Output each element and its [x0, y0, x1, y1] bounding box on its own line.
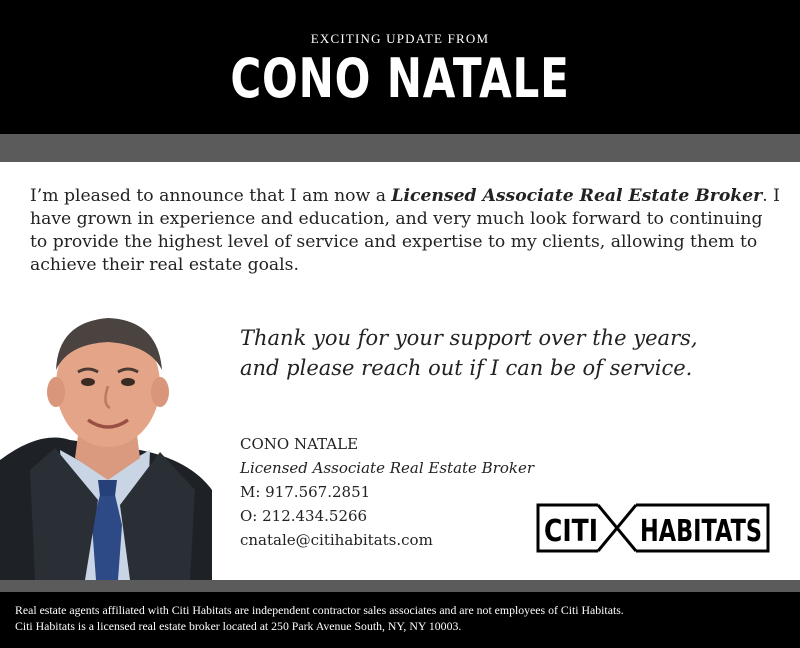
header-name: CONO NATALE	[230, 47, 570, 110]
footer-line-2: Citi Habitats is a licensed real estate broker located at 250 Park Avenue South, NY, NY 10003.	[15, 619, 462, 633]
contact-email[interactable]: cnatale@citihabitats.com	[240, 531, 433, 549]
announcement-title: Licensed Associate Real Estate Broker	[391, 186, 763, 206]
contact-office[interactable]: O: 212.434.5266	[240, 507, 368, 525]
logo-left-word: CITI	[544, 514, 598, 549]
contact-mobile[interactable]: M: 917.567.2851	[240, 483, 371, 501]
logo-right-word: HABITATS	[640, 514, 762, 549]
thank-you-line-1: Thank you for your support over the years,	[240, 326, 698, 350]
announcement-body: I have grown in experience and education, and very much look forward to continuing to provide the highest level of service and expertise to my clients, allowing them to achieve their real estate goals.	[30, 186, 780, 275]
bottom-divider-band	[0, 580, 800, 592]
contact-role: Licensed Associate Real Estate Broker	[240, 459, 535, 477]
footer-line-1: Real estate agents affiliated with Citi Habitats are independent contractor sales associates and are not employees of Citi Habitats.	[15, 603, 624, 617]
header-banner	[0, 0, 800, 134]
contact-block	[240, 432, 560, 552]
header-kicker: EXCITING UPDATE FROM	[310, 31, 490, 46]
announcement-lead: I’m pleased to announce that I am now a	[30, 186, 392, 206]
contact-name: CONO NATALE	[240, 435, 359, 453]
top-divider-band	[0, 134, 800, 162]
announcement-after-title: .	[762, 186, 768, 206]
thank-you-line-2: and please reach out if I can be of service.	[240, 356, 693, 380]
thank-you-message	[240, 323, 780, 383]
footer-disclaimer	[0, 592, 800, 648]
agent-portrait-photo	[0, 300, 212, 580]
announcement-paragraph	[30, 185, 780, 277]
citi-habitats-logo	[536, 503, 770, 553]
